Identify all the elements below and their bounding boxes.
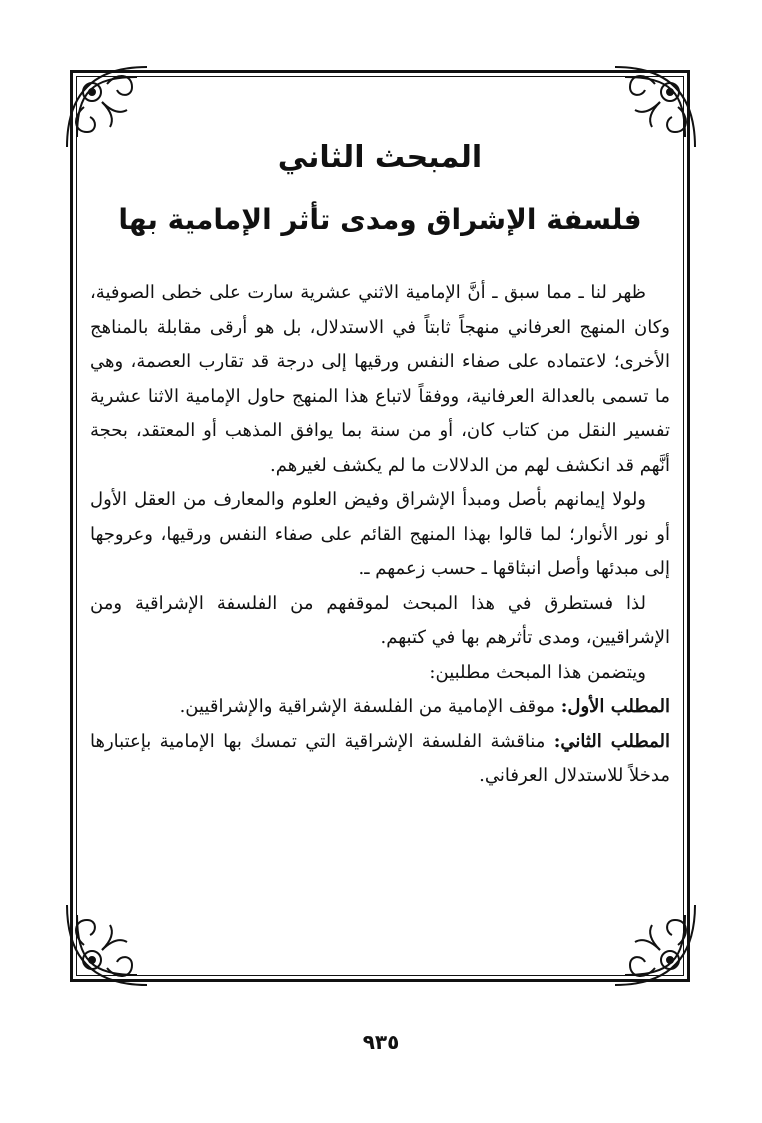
page-number: ٩٣٥ (362, 1030, 400, 1054)
paragraph-3: لذا فستطرق في هذا المبحث لموقفهم من الفلسفة الإشراقية ومن الإشراقيين، ومدى تأثرهم بها في كتبهم. (90, 592, 670, 648)
subsection-1-text: موقف الإمامية من الفلسفة الإشراقية والإشراقيين. (179, 696, 556, 717)
subsection-1 (90, 690, 670, 725)
subsection-1-label: المطلب الأول: (560, 696, 670, 717)
ornament-corner-icon (610, 62, 700, 152)
subsection-2-text: مناقشة الفلسفة الإشراقية التي تمسك بها الإمامية بإعتبارها مدخلاً للاستدلال العرفاني. (90, 730, 670, 786)
subsection-2 (90, 725, 670, 794)
ornament-corner-icon (610, 900, 700, 990)
paragraph-2: ولولا إيمانهم بأصل ومبدأ الإشراق وفيض العلوم والمعارف من العقل الأول أو نور الأنوار؛ لما قالوا بهذا المنهج القائم على صفاء النفس ورقيها، وعروجها إلى مبدئها وأصل انبثاقها ـ حسب زعمهم ـ. (90, 489, 670, 579)
paragraph-1: ظهر لنا ـ مما سبق ـ أنَّ الإمامية الاثني عشرية سارت على خطى الصوفية، وكان المنهج العرفاني منهجاً ثابتاً في الاستدلال، بل هو أرقى مقابلة بالمناهج الأخرى؛ لاعتماده على صفاء النفس ورقيها إلى درجة قد تقارب العصمة، وهي ما تسمى بالعدالة العرفانية، ووفقاً لاتباع هذا المنهج حاول الإمامية الاثنا عشرية تفسير النقل من كتاب كان، أو من سنة بما يوافق المذهب أو المعتقد، بحجة أنَّهم قد انكشف لهم من الدلالات ما لم يكشف لغيرهم. (90, 282, 670, 476)
ornament-corner-icon (62, 62, 152, 152)
section-title: فلسفة الإشراق ومدى تأثر الإمامية بها (118, 203, 642, 236)
section-heading: المبحث الثاني (277, 140, 483, 175)
paragraph-4: ويتضمن هذا المبحث مطلبين: (429, 661, 646, 683)
page-content (90, 140, 670, 794)
ornament-corner-icon (62, 900, 152, 990)
subsection-2-label: المطلب الثاني: (553, 730, 670, 752)
